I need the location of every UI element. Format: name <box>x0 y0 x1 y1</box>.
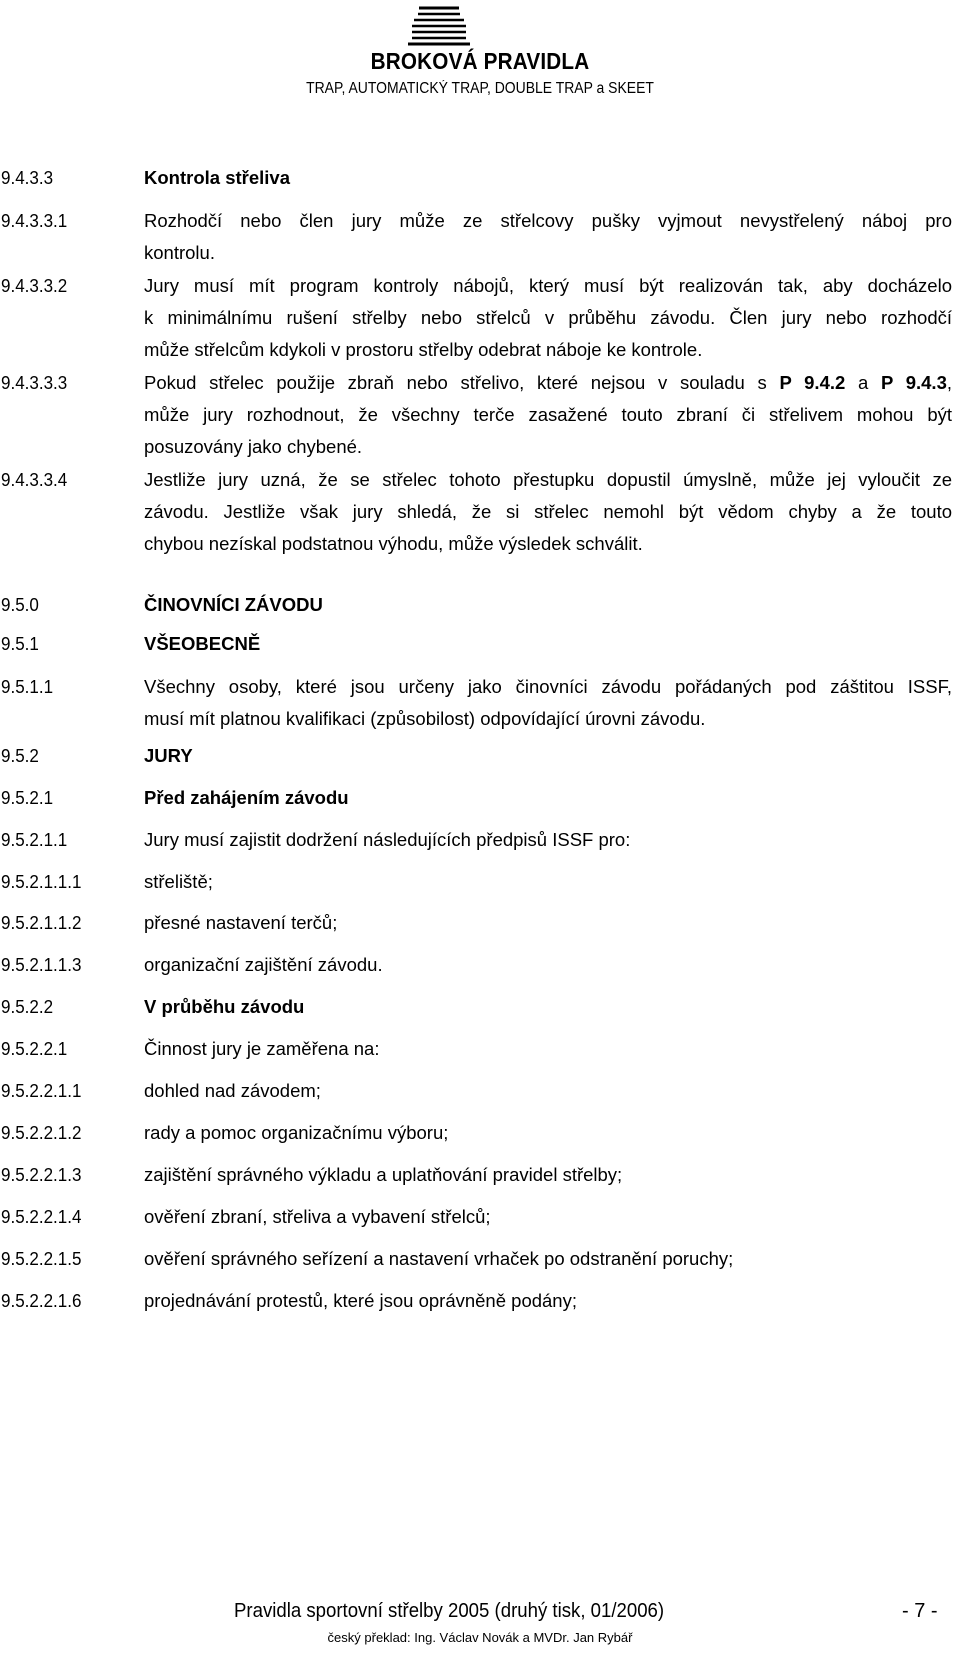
rule-number: 9.5.2.2.1.4 <box>1 1206 82 1227</box>
rule-number: 9.5.2.2.1.5 <box>1 1248 82 1269</box>
rule-text: Rozhodčí nebo člen jury může ze střelcovy pušky vyjmout nevystřelený náboj pro kontrolu. <box>144 210 952 263</box>
page-header <box>0 0 960 110</box>
rule-number: 9.5.2.1.1.2 <box>1 912 82 933</box>
rule-number: 9.5.1 <box>1 633 39 654</box>
section-heading: VŠEOBECNĚ <box>144 633 261 654</box>
rule-text: dohled nad závodem; <box>144 1080 321 1101</box>
rule-heading: Před zahájením závodu <box>144 787 349 808</box>
rule-heading: Kontrola střeliva <box>144 167 290 188</box>
rule-number: 9.5.2 <box>1 745 39 766</box>
rule-text: ověření správného seřízení a nastavení vrhaček po odstranění poruchy; <box>144 1248 734 1269</box>
rule-first-line: Pokud střelec použije zbraň nebo střelivo, které nejsou v souladu s P 9.4.2 a P 9.4.3, <box>144 372 952 393</box>
rule-number: 9.5.2.2.1.6 <box>1 1290 82 1311</box>
rule-number: 9.5.2.1.1.1 <box>1 871 82 892</box>
translation-credit: český překlad: Ing. Václav Novák a MVDr. Jan Rybář <box>327 1630 633 1645</box>
rule-text: střeliště; <box>144 871 213 892</box>
section-heading: ČINOVNÍCI ZÁVODU <box>144 594 323 615</box>
rule-number: 9.4.3.3.2 <box>1 275 68 296</box>
rule-reference: P 9.4.2 <box>779 372 846 393</box>
rule-text: rady a pomoc organizačnímu výboru; <box>144 1122 449 1143</box>
rule-text: organizační zajištění závodu. <box>144 954 383 975</box>
rule-text: Jury musí zajistit dodržení následujících předpisů ISSF pro: <box>144 829 631 850</box>
rule-text: Jury musí mít program kontroly nábojů, který musí být realizován tak, aby docházelo k minimálnímu rušení střelby nebo střelců v průběhu závodu. Člen jury nebo rozhodčí může střelcům kdykoli v prostoru střelby odebrat náboje ke kontrole. <box>144 275 952 360</box>
rule-text: Všechny osoby, které jsou určeny jako činovníci závodu pořádaných pod záštitou ISSF, musí mít platnou kvalifikaci (způsobilost) odpovídající úrovni závodu. <box>144 676 952 729</box>
rule-number: 9.4.3.3.4 <box>1 469 68 490</box>
issf-logo-icon <box>404 6 474 46</box>
rule-text: Jestliže jury uzná, že se střelec tohoto přestupku dopustil úmyslně, může jej vyloučit ze závodu. Jestliže však jury shledá, že si střelec nemohl být vědom chyby a že touto chybou nezískal podstatnou výhodu, může výsledek schválit. <box>144 469 952 554</box>
document-subtitle: TRAP, AUTOMATICKÝ TRAP, DOUBLE TRAP a SKEET <box>306 80 654 97</box>
rule-heading: V průběhu závodu <box>144 996 305 1017</box>
rule-number: 9.5.2.2 <box>1 996 54 1017</box>
rule-number: 9.5.2.1 <box>1 787 54 808</box>
rule-text: Pokud střelec použije zbraň nebo střelivo, které nejsou v souladu s P 9.4.2 a P 9.4.3, může jury rozhodnout, že všechny terče zasažené touto zbraní či střelivem mohou být posuzovány jako chybené. <box>144 367 952 463</box>
footer-publication: Pravidla sportovní střelby 2005 (druhý tisk, 01/2006) <box>234 1600 665 1622</box>
document-title: BROKOVÁ PRAVIDLA <box>370 48 590 74</box>
rule-number: 9.4.3.3.1 <box>1 210 68 231</box>
rule-text: zajištění správného výkladu a uplatňování pravidel střelby; <box>144 1164 623 1185</box>
rule-reference: P 9.4.3 <box>881 372 947 393</box>
rule-text: projednávání protestů, které jsou oprávněně podány; <box>144 1290 577 1311</box>
rule-number: 9.4.3.3 <box>1 167 54 188</box>
rule-number: 9.5.2.2.1.2 <box>1 1122 82 1143</box>
section-heading: JURY <box>144 745 193 766</box>
rule-text: Činnost jury je zaměřena na: <box>144 1038 380 1059</box>
rule-number: 9.5.1.1 <box>1 676 54 697</box>
rule-number: 9.4.3.3.3 <box>1 372 68 393</box>
rule-number: 9.5.2.1.1.3 <box>1 954 82 975</box>
rule-text: ověření zbraní, střeliva a vybavení střelců; <box>144 1206 491 1227</box>
rule-number: 9.5.2.2.1 <box>1 1038 68 1059</box>
rule-number: 9.5.2.1.1 <box>1 829 68 850</box>
rule-number: 9.5.2.2.1.3 <box>1 1164 82 1185</box>
rule-number: 9.5.2.2.1.1 <box>1 1080 82 1101</box>
rule-number: 9.5.0 <box>1 594 39 615</box>
page-number: - 7 - <box>902 1600 938 1622</box>
rule-text: přesné nastavení terčů; <box>144 912 338 933</box>
